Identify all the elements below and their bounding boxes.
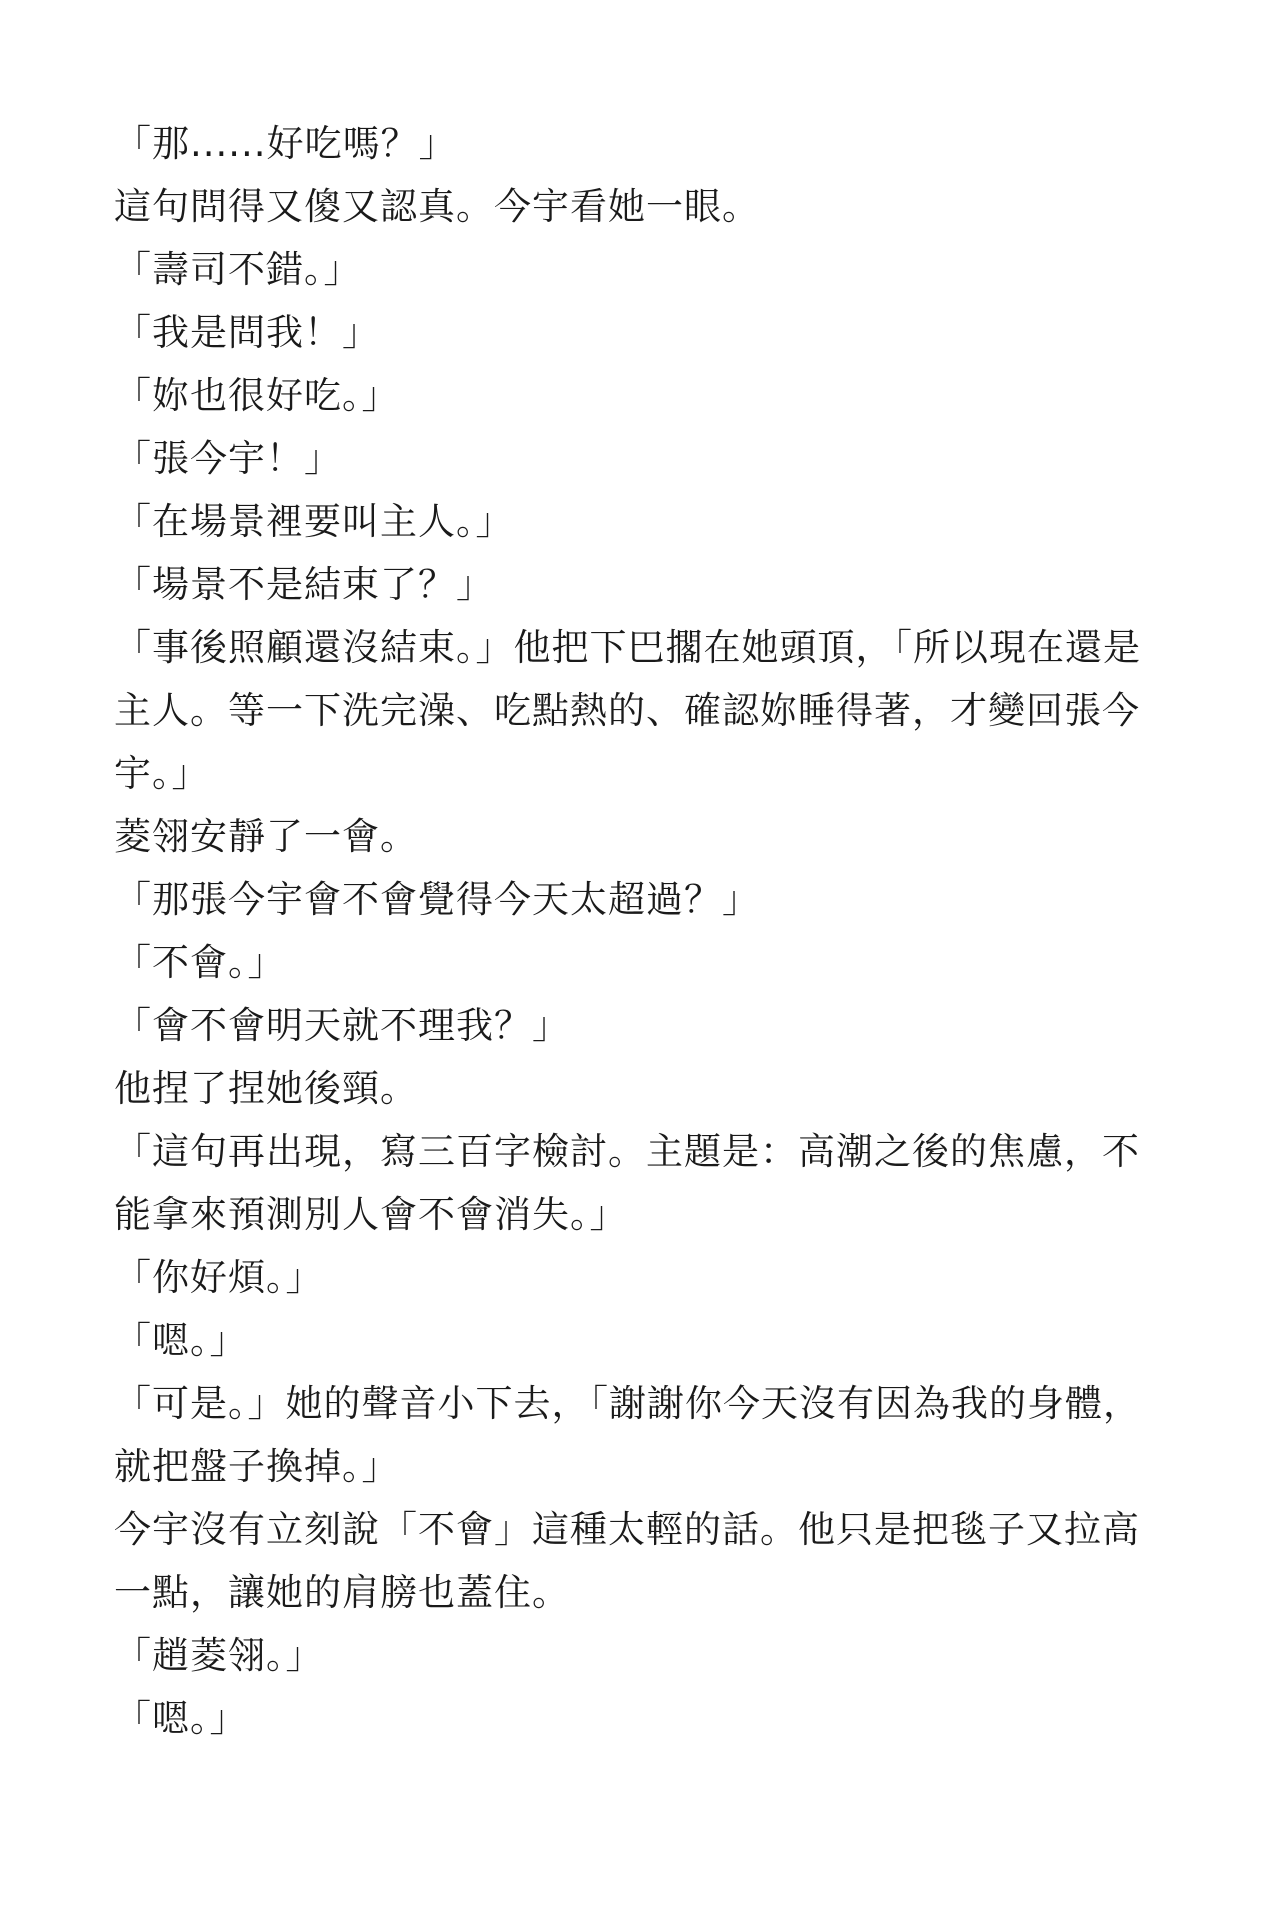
paragraph: 「那......好吃嗎？」 (114, 122, 457, 165)
paragraph: 「嗯。」 (114, 1697, 248, 1740)
paragraph: 「妳也很好吃。」 (114, 374, 400, 417)
story-text (114, 112, 1154, 1750)
paragraph: 「嗯。」 (114, 1319, 248, 1362)
paragraph: 「壽司不錯。」 (114, 248, 362, 291)
paragraph: 「這句再出現，寫三百字檢討。主題是：高潮之後的焦慮，不能拿來預測別人會不會消失。」 (114, 1130, 1140, 1236)
paragraph: 「可是。」她的聲音小下去，「謝謝你今天沒有因為我的身體，就把盤子換掉。」 (114, 1382, 1141, 1488)
paragraph: 「那張今宇會不會覺得今天太超過？」 (114, 878, 760, 921)
paragraph: 「不會。」 (114, 941, 286, 984)
paragraph: 「場景不是結束了？」 (114, 563, 494, 606)
paragraph: 他捏了捏她後頸。 (114, 1067, 418, 1110)
paragraph: 這句問得又傻又認真。今宇看她一眼。 (114, 185, 760, 228)
paragraph: 「會不會明天就不理我？」 (114, 1004, 570, 1047)
paragraph: 「趙菱翎。」 (114, 1634, 324, 1677)
paragraph: 「在場景裡要叫主人。」 (114, 500, 514, 543)
paragraph: 「你好煩。」 (114, 1256, 324, 1299)
paragraph: 「張今宇！」 (114, 437, 342, 480)
paragraph: 今宇沒有立刻說「不會」這種太輕的話。他只是把毯子又拉高一點，讓她的肩膀也蓋住。 (114, 1508, 1140, 1614)
paragraph: 「我是問我！」 (114, 311, 380, 354)
paragraph: 「事後照顧還沒結束。」他把下巴擱在她頭頂，「所以現在還是主人。等一下洗完澡、吃點熱的、確認妳睡得著，才變回張今宇。」 (114, 626, 1141, 795)
paragraph: 菱翎安靜了一會。 (114, 815, 418, 858)
